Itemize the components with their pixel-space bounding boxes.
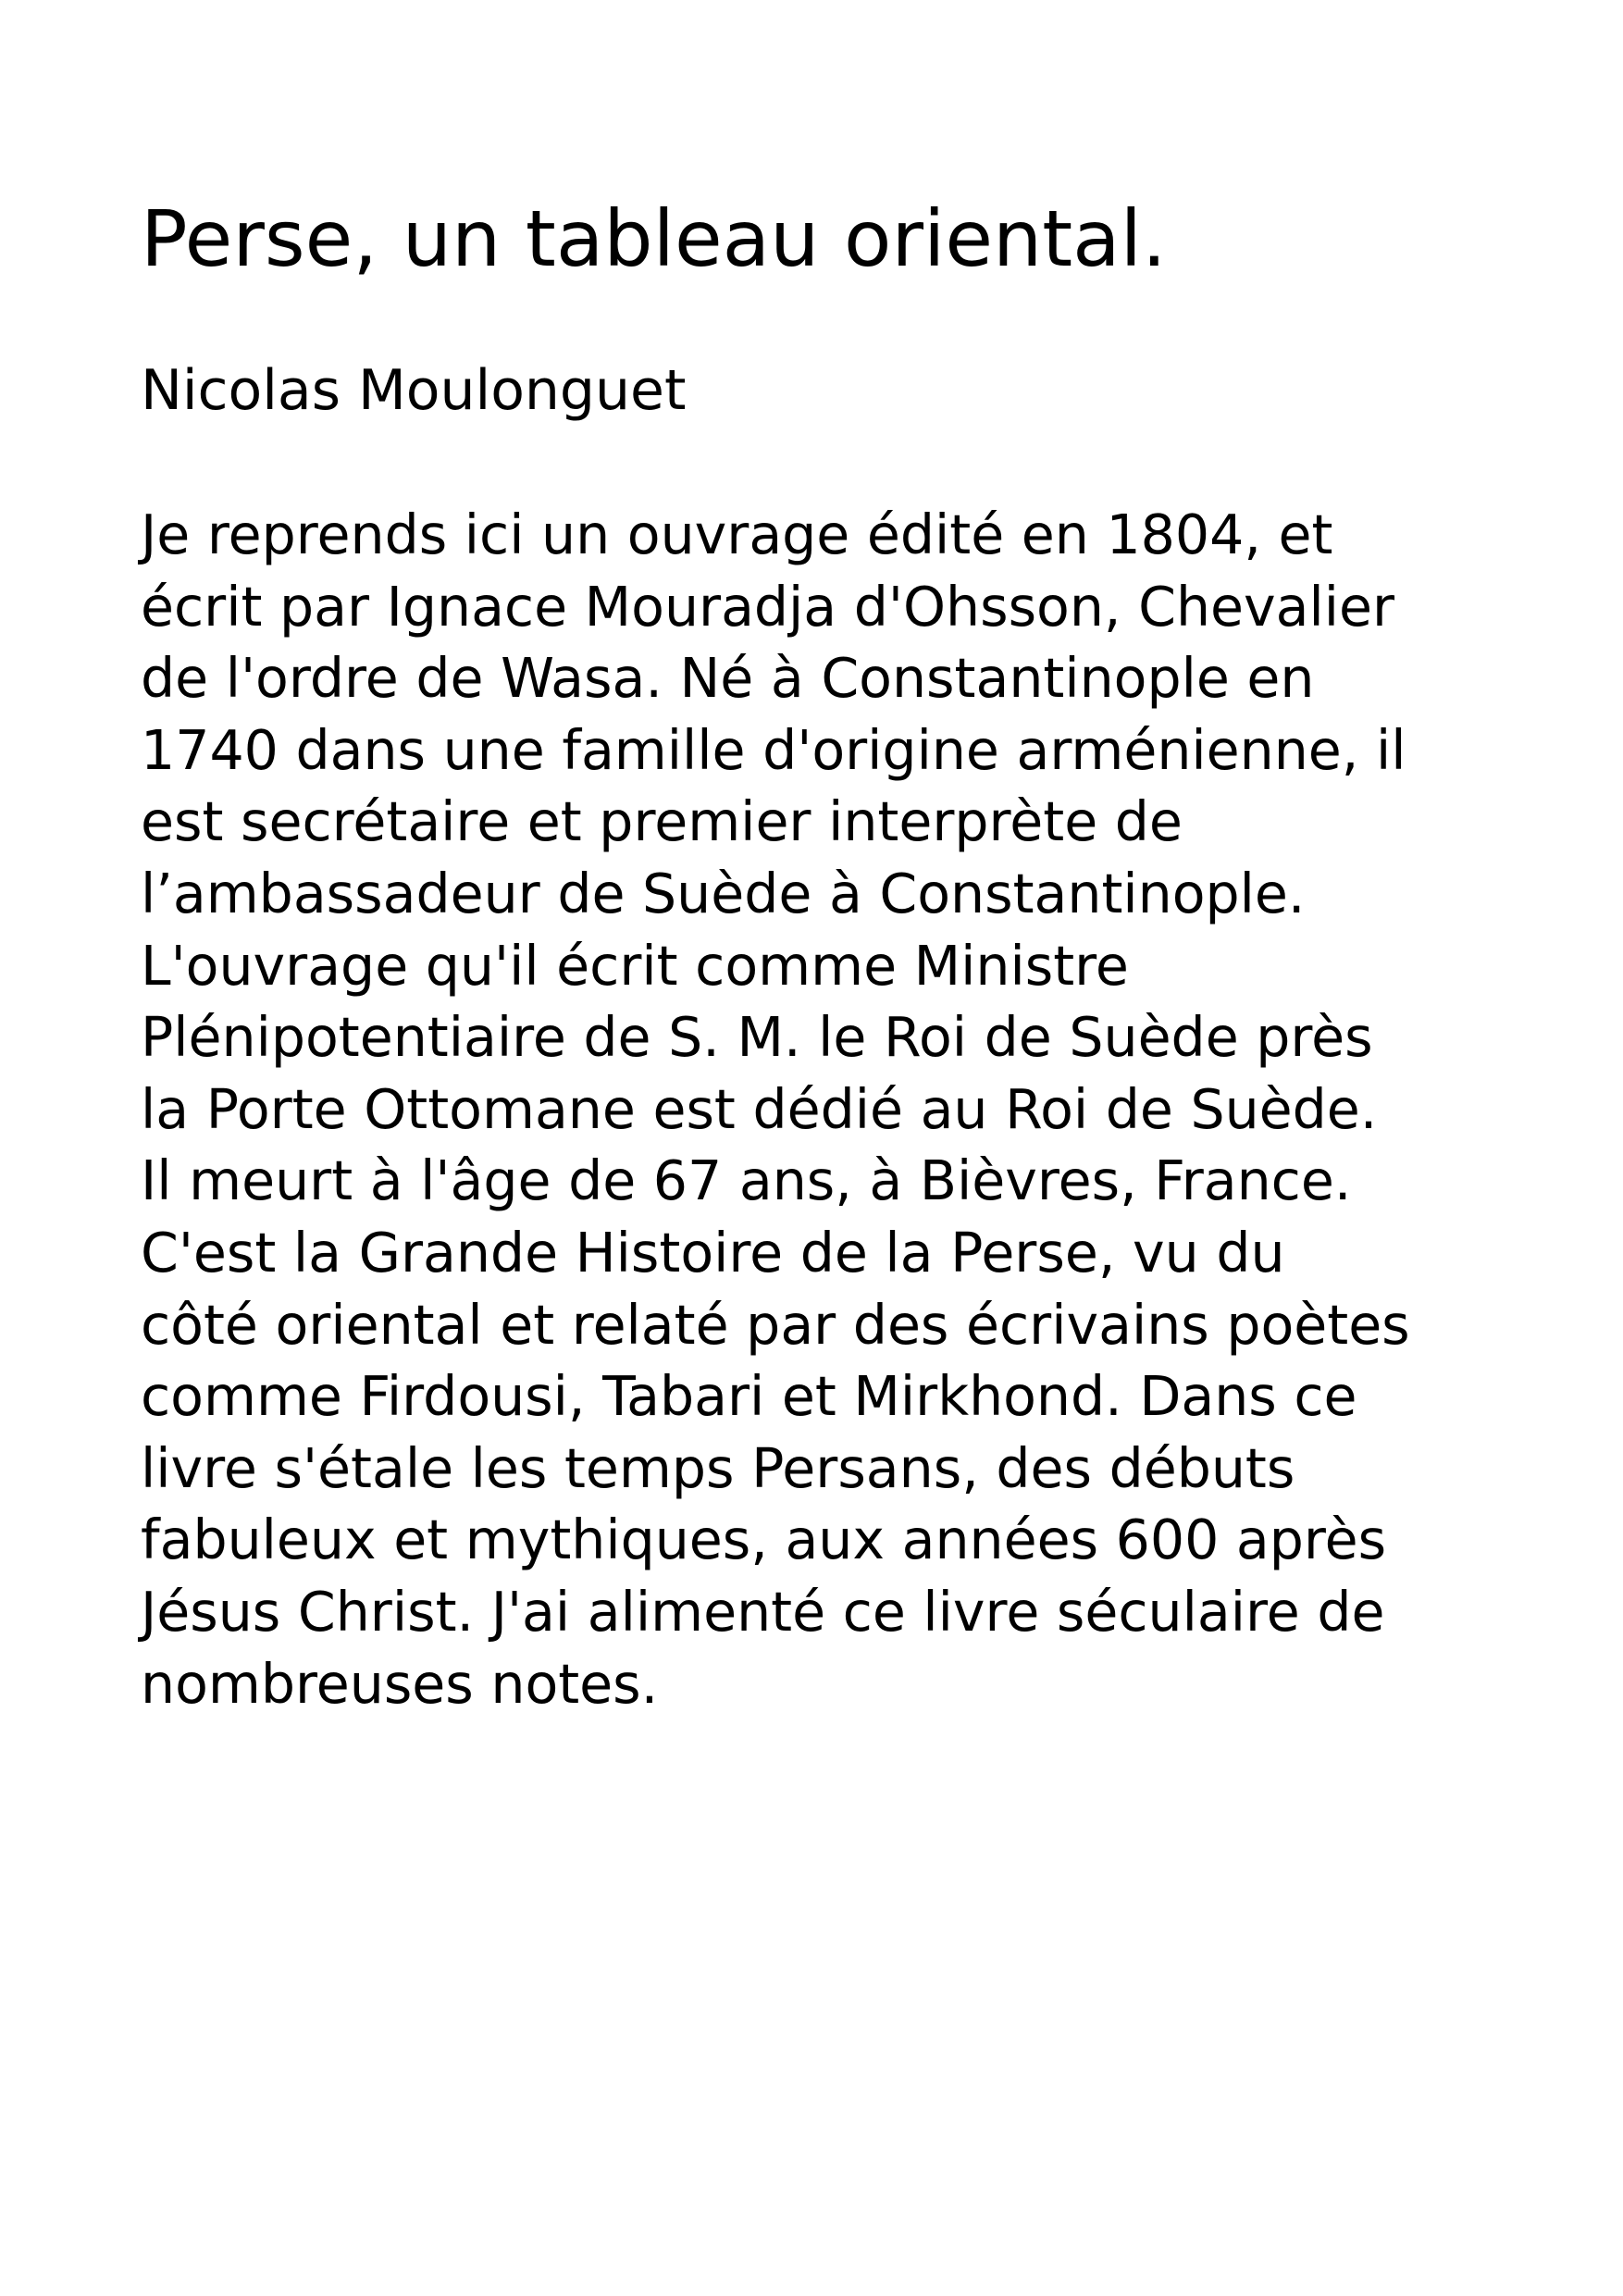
paragraph-line: livre s'étale les temps Persans, des débuts bbox=[141, 1436, 1295, 1500]
paragraph-line: Je reprends ici un ouvrage édité en 1804, et bbox=[141, 503, 1333, 566]
paragraph-line: comme Firdousi, Tabari et Mirkhond. Dans ce bbox=[141, 1365, 1357, 1429]
paragraph-line: la Porte Ottomane est dédié au Roi de Suède. bbox=[141, 1077, 1378, 1141]
paragraph-line: C'est la Grande Histoire de la Perse, vu du bbox=[141, 1221, 1285, 1285]
paragraph-line: Plénipotentiaire de S. M. le Roi de Suède près bbox=[141, 1006, 1373, 1070]
paragraph-line: 1740 dans une famille d'origine arménienne, il bbox=[141, 718, 1406, 782]
paragraph-line: l’ambassadeur de Suède à Constantinople. bbox=[141, 862, 1306, 925]
author-name: Nicolas Moulonguet bbox=[141, 358, 687, 423]
body-paragraph bbox=[141, 500, 1410, 1720]
paragraph-line: fabuleux et mythiques, aux années 600 après bbox=[141, 1508, 1387, 1572]
paragraph-line: Jésus Christ. J'ai alimenté ce livre séculaire de bbox=[141, 1580, 1385, 1644]
paragraph-line: nombreuses notes. bbox=[141, 1652, 659, 1716]
paragraph-line: écrit par Ignace Mouradja d'Ohsson, Chevalier bbox=[141, 575, 1395, 639]
paragraph-line: de l'ordre de Wasa. Né à Constantinople en bbox=[141, 647, 1315, 711]
page-title: Perse, un tableau oriental. bbox=[141, 193, 1167, 284]
paragraph-line: L'ouvrage qu'il écrit comme Ministre bbox=[141, 934, 1129, 998]
paragraph-line: est secrétaire et premier interprète de bbox=[141, 790, 1183, 854]
paragraph-line: côté oriental et relaté par des écrivains poètes bbox=[141, 1293, 1410, 1357]
paragraph-line: Il meurt à l'âge de 67 ans, à Bièvres, France. bbox=[141, 1149, 1352, 1213]
